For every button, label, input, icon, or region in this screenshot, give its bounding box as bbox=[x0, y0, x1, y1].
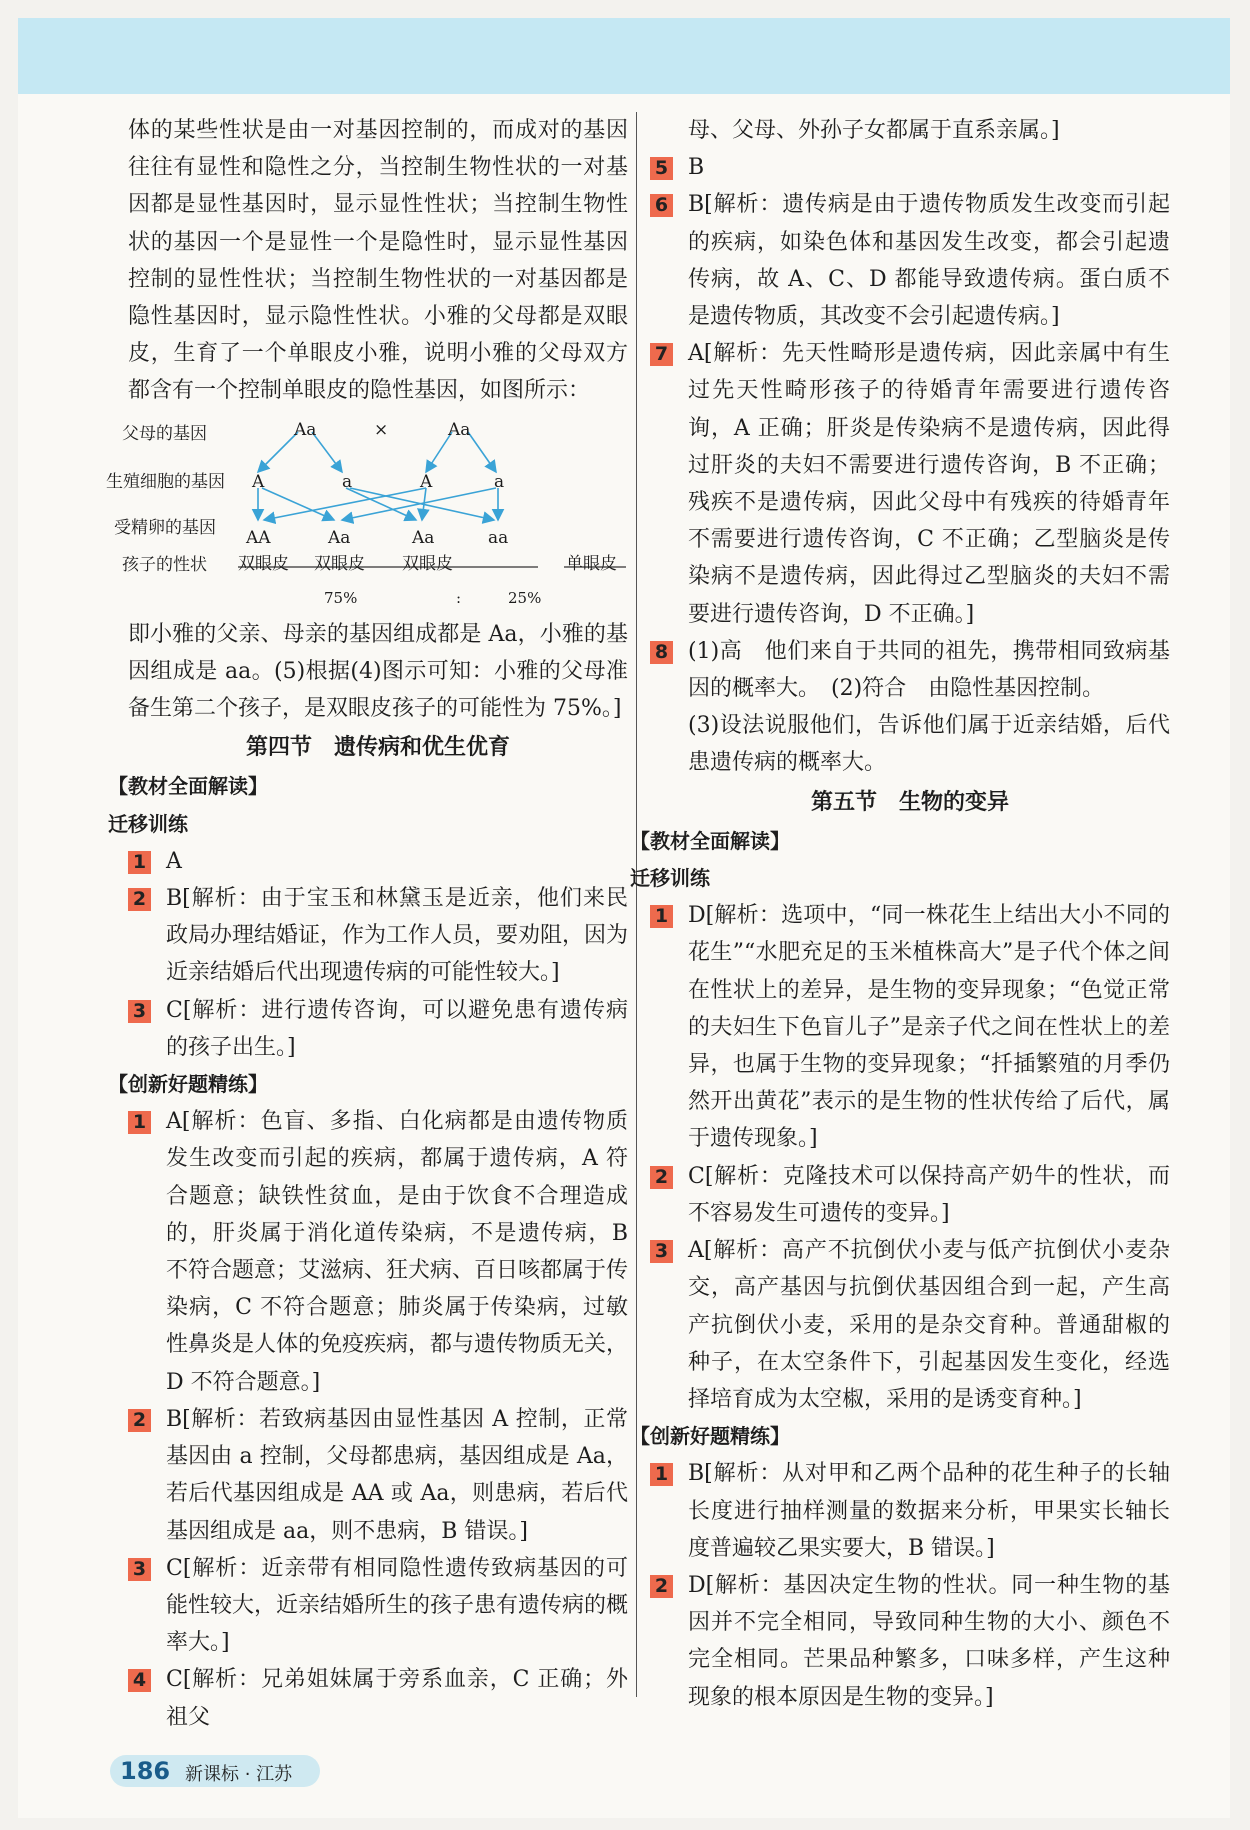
answer-item bbox=[128, 992, 628, 1066]
item-number: 3 bbox=[128, 1000, 151, 1023]
answer-item bbox=[650, 633, 1170, 707]
label-chuangxin: 【创新好题精练】 bbox=[630, 1424, 790, 1449]
item-number: 2 bbox=[650, 1166, 673, 1189]
item-text: C[解析：克隆技术可以保持高产奶牛的性状，而不容易发生可遗传的变异。] bbox=[688, 1163, 1170, 1226]
label-chuangxin: 【创新好题精练】 bbox=[108, 1072, 268, 1097]
zygote: Aa bbox=[328, 527, 351, 548]
item-text: B[解析：遗传病是由于遗传物质发生改变而引起的疾病，如染色体和基因发生改变，都会引起遗传病，故 A、C、D 都能导致遗传病。蛋白质不是遗传物质，其改变不会引起遗传病。] bbox=[688, 192, 1170, 330]
item-number: 7 bbox=[650, 343, 673, 366]
item-text: A[解析：高产不抗倒伏小麦与低产抗倒伏小麦杂交，高产基因与抗倒伏基因组合到一起，产生高产抗倒伏小麦，采用的是杂交育种。普通甜椒的种子，在太空条件下，引起基因发生变化，经选择培育成为太空椒，采用的是诱变育种。] bbox=[688, 1238, 1170, 1412]
item-text: B[解析：从对甲和乙两个品种的花生种子的长轴长度进行抽样测量的数据来分析，甲果实长轴长度普遍较乙果实要大，B 错误。] bbox=[688, 1461, 1170, 1561]
item-text: (1)高 他们来自于共同的祖先，携带相同致病基因的概率大。 (2)符合 由隐性基因控制。 bbox=[688, 638, 1170, 702]
column-divider bbox=[636, 112, 637, 1697]
zygote: aa bbox=[488, 527, 509, 548]
page-number: 186 bbox=[120, 1757, 171, 1785]
answer-item bbox=[128, 1661, 628, 1735]
ratio-recessive: 25% bbox=[508, 588, 542, 607]
item-number: 3 bbox=[128, 1558, 151, 1581]
zygote: Aa bbox=[412, 527, 435, 548]
item-text: A[解析：先天性畸形是遗传病，因此亲属中有生过先天性畸形孩子的待婚青年需要进行遗传咨询，A 正确；肝炎是传染病不是遗传病，因此得过肝炎的夫妇不需要进行遗传咨询，B 不正确；残疾不是遗传病，因此父母中有残疾的待婚青年不需要进行遗传咨询，C 不正确；乙型脑炎是传染病不是遗传病，因此得过乙型脑炎的夫妇不需要进行遗传咨询，D 不正确。] bbox=[688, 341, 1170, 627]
item-number: 1 bbox=[650, 1463, 673, 1486]
item-text: C[解析：进行遗传咨询，可以避免患有遗传病的孩子出生。] bbox=[166, 997, 628, 1060]
section-title: 第四节 遗传病和优生优育 bbox=[245, 735, 510, 761]
ratio-dominant: 75% bbox=[324, 588, 358, 607]
sub-qianyi: 迁移训练 bbox=[108, 811, 188, 836]
right-column bbox=[630, 112, 1170, 1716]
trait: 双眼皮 bbox=[314, 553, 365, 574]
item-text: B[解析：由于宝玉和林黛玉是近亲，他们来民政局办理结婚证，作为工作人员，要劝阻，因为近亲结婚后代出现遗传病的可能性较大。] bbox=[166, 886, 629, 986]
answer-item bbox=[650, 186, 1170, 335]
answer-item bbox=[650, 149, 1170, 186]
answer-item bbox=[128, 880, 628, 992]
after-diagram-paragraph: 即小雅的父亲、母亲的基因组成都是 Aa，小雅的基因组成是 aa。(5)根据(4)图示可知：小雅的父母准备生第二个孩子，是双眼皮孩子的可能性为 75%。] bbox=[128, 621, 628, 722]
intro-paragraph: 体的某些性状是由一对基因控制的，而成对的基因往往有显性和隐性之分，当控制生物性状的一对基因都是显性基因时，显示显性性状；当控制生物性状的基因一个是显性一个是隐性时，显示显性基因控制的显性性状；当控制生物性状的一对基因都是隐性基因时，显示隐性性状。小雅的父母都是双眼皮，生育了一个单眼皮小雅，说明小雅的父母双方都含有一个控制单眼皮的隐性基因，如图所示： bbox=[128, 118, 628, 404]
answer-item bbox=[650, 897, 1170, 1157]
item-number: 4 bbox=[128, 1669, 151, 1692]
row-label-parents: 父母的基因 bbox=[122, 423, 207, 444]
answer-item bbox=[650, 1158, 1170, 1232]
edition-label: 新课标 · 江苏 bbox=[185, 1764, 293, 1785]
trait: 双眼皮 bbox=[238, 553, 289, 574]
row-label-gametes: 生殖细胞的基因 bbox=[106, 471, 225, 492]
gamete: A bbox=[252, 471, 265, 492]
sub-qianyi: 迁移训练 bbox=[630, 866, 710, 891]
label-jiaocai: 【教材全面解读】 bbox=[630, 828, 790, 853]
answer-item bbox=[128, 843, 628, 880]
item-text: B bbox=[688, 155, 705, 181]
answer-item bbox=[650, 1455, 1170, 1567]
item-text: D[解析：基因决定生物的性状。同一种生物的基因并不完全相同，导致同种生物的大小、颜色不完全相同。芒果品种繁多，口味多样，产生这种现象的根本原因是生物的变异。] bbox=[688, 1572, 1170, 1710]
item-number: 6 bbox=[650, 194, 673, 217]
answer-item bbox=[128, 1401, 628, 1550]
row-label-zygotes: 受精卵的基因 bbox=[114, 517, 216, 538]
answer-item bbox=[650, 335, 1170, 633]
answer-item bbox=[128, 1103, 628, 1401]
header-band bbox=[18, 18, 1230, 94]
trait: 单眼皮 bbox=[566, 553, 617, 574]
gamete: A bbox=[420, 471, 433, 492]
answer-item bbox=[650, 1232, 1170, 1418]
item-number: 8 bbox=[650, 641, 673, 664]
answer-item bbox=[128, 1550, 628, 1662]
parent-genotype: Aa bbox=[448, 419, 471, 440]
gamete: a bbox=[494, 471, 505, 492]
item-text: B[解析：若致病基因由显性基因 A 控制，正常基因由 a 控制，父母都患病，基因组成是 Aa，若后代基因组成是 AA 或 Aa，则患病，若后代基因组成是 aa，则不患病，B 错误。] bbox=[166, 1406, 628, 1544]
parent-genotype: Aa bbox=[294, 419, 317, 440]
item-text: D[解析：选项中，“同一株花生上结出大小不同的花生”“水肥充足的玉米植株高大”是子代个体之间在性状上的差异，是生物的变异现象；“色觉正常的夫妇生下色盲儿子”是亲子代之间在性状上的差异，也属于生物的变异现象；“扦插繁殖的月季仍然开出黄花”表示的是生物的性状传给了后代，属于遗传现象。] bbox=[688, 903, 1170, 1152]
item-number: 2 bbox=[128, 1409, 151, 1432]
continuation-text: 母、父母、外孙子女都属于直系亲属。] bbox=[688, 118, 1060, 143]
cross-symbol: × bbox=[374, 419, 389, 440]
item-number: 2 bbox=[650, 1575, 673, 1598]
left-column bbox=[106, 112, 629, 1736]
ratio-colon: : bbox=[456, 588, 462, 607]
item-number: 3 bbox=[650, 1240, 673, 1263]
item-number: 1 bbox=[650, 905, 673, 928]
item-number: 2 bbox=[128, 888, 151, 911]
row-label-traits: 孩子的性状 bbox=[122, 554, 207, 575]
item-number: 1 bbox=[128, 851, 151, 874]
page-footer bbox=[110, 1755, 320, 1787]
zygote: AA bbox=[246, 527, 271, 548]
item-text: A[解析：色盲、多指、白化病都是由遗传物质发生改变而引起的疾病，都属于遗传病，A 符合题意；缺铁性贫血，是由于饮食不合理造成的，肝炎属于消化道传染病，不是遗传病，B 不符合题意；艾滋病、狂犬病、百日咳都属于传染病，C 不符合题意；肺炎属于传染病，过敏性鼻炎是人体的免疫疾病，都与遗传物质无关，D 不符合题意。] bbox=[166, 1109, 629, 1395]
item-number: 5 bbox=[650, 157, 673, 180]
answer-item bbox=[650, 1567, 1170, 1716]
trait: 双眼皮 bbox=[402, 553, 453, 574]
label-jiaocai: 【教材全面解读】 bbox=[108, 774, 268, 799]
gamete: a bbox=[342, 471, 353, 492]
item-text: A bbox=[166, 848, 182, 874]
genetics-diagram bbox=[106, 412, 626, 612]
item-text: C[解析：近亲带有相同隐性遗传致病基因的可能性较大，近亲结婚所生的孩子患有遗传病的概率大。] bbox=[166, 1555, 629, 1656]
item8-continuation: (3)设法说服他们，告诉他们属于近亲结婚，后代患遗传病的概率大。 bbox=[688, 713, 1170, 776]
section-title: 第五节 生物的变异 bbox=[810, 789, 1009, 815]
item-number: 1 bbox=[128, 1111, 151, 1134]
item-text: C[解析：兄弟姐妹属于旁系血亲，C 正确；外祖父 bbox=[166, 1667, 628, 1730]
